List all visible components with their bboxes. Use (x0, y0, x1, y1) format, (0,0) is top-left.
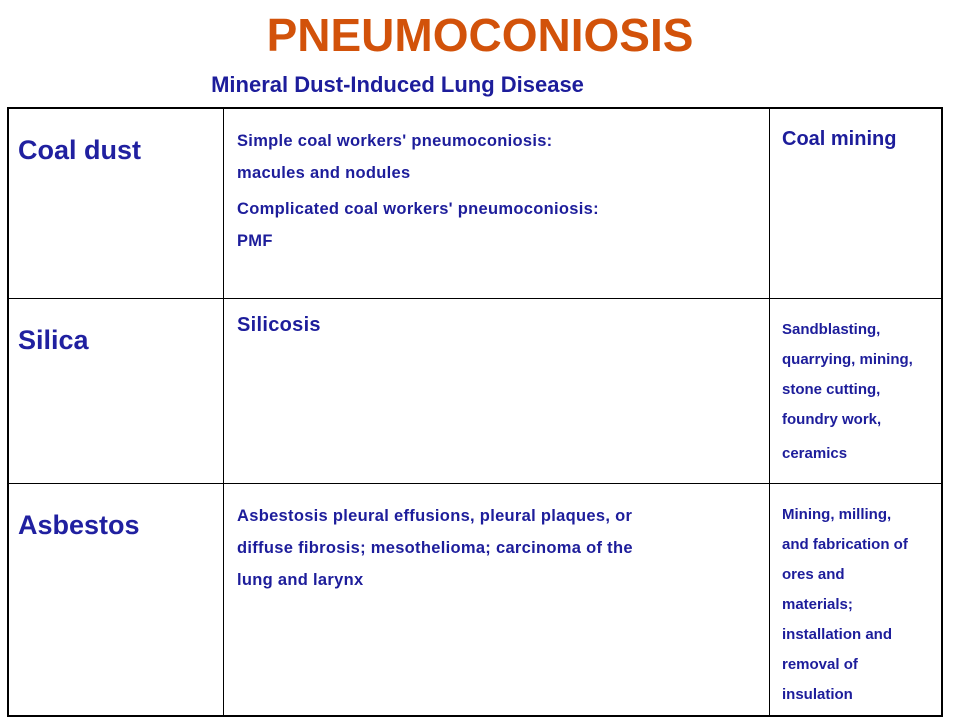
disease-cell (224, 298, 770, 483)
exposure-line: Mining, milling, (782, 505, 892, 523)
exposure-line: removal of (782, 655, 858, 673)
page-title: PNEUMOCONIOSIS (266, 9, 694, 61)
exposure-line: Coal mining (782, 128, 897, 150)
exposure-line: insulation (782, 685, 853, 703)
disease-line: Simple coal workers' pneumoconiosis: (237, 132, 553, 150)
agent-cell: Asbestos (8, 483, 224, 716)
table-row-coal-dust (8, 108, 942, 298)
pneumoconiosis-table (7, 107, 943, 717)
disease-line: macules and nodules (237, 164, 411, 182)
table-row-asbestos (8, 483, 942, 716)
exposure-line: stone cutting, (782, 380, 881, 398)
exposure-cell (770, 483, 943, 716)
exposure-line: ores and (782, 565, 845, 583)
exposure-line: quarrying, mining, (782, 350, 913, 368)
disease-line: Complicated coal workers' pneumoconiosis: (237, 200, 599, 218)
agent-cell: Coal dust (8, 108, 224, 298)
table-row-silica (8, 298, 942, 483)
disease-line: Asbestosis pleural effusions, pleural plaques, or (237, 506, 633, 525)
exposure-line: foundry work, (782, 410, 882, 428)
disease-line: PMF (237, 232, 273, 250)
exposure-line: and fabrication of (782, 535, 908, 553)
disease-line: lung and larynx (237, 570, 364, 589)
exposure-line: ceramics (782, 444, 848, 462)
exposure-cell (770, 298, 943, 483)
exposure-line: materials; (782, 595, 853, 613)
disease-line: Silicosis (237, 313, 321, 336)
disease-cell (224, 483, 770, 716)
exposure-line: Sandblasting, (782, 320, 881, 338)
exposure-line: installation and (782, 625, 893, 643)
page-subtitle: Mineral Dust-Induced Lung Disease (211, 72, 584, 97)
disease-cell (224, 108, 770, 298)
exposure-cell (770, 108, 943, 298)
agent-cell: Silica (8, 298, 224, 483)
disease-line: diffuse fibrosis; mesothelioma; carcinoma of the (237, 538, 633, 557)
